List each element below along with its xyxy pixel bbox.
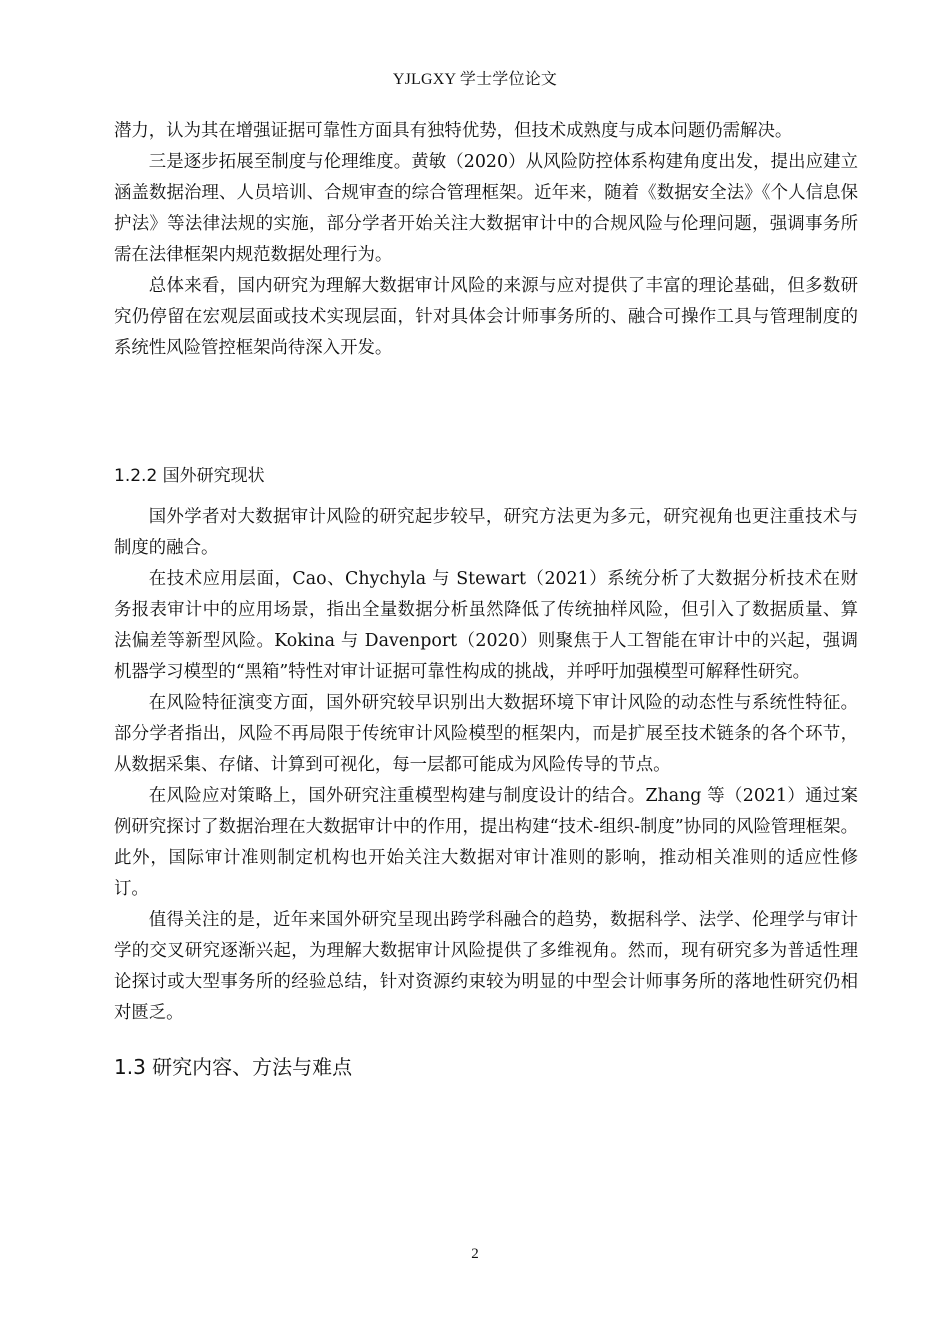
- section-heading-1-3: 1.3 研究内容、方法与难点: [114, 1055, 353, 1079]
- paragraph-interdisciplinary: 值得关注的是，近年来国外研究呈现出跨学科融合的趋势，数据科学、法学、伦理学与审计学的交叉研究逐渐兴起，为理解大数据审计风险提供了多维视角。然而，现有研究多为普适性理论探讨或大型事务所的经验总结，针对资源约束较为明显的中型会计师事务所的落地性研究仍相对匮乏。: [114, 910, 858, 1023]
- paragraph-risk-response: 在风险应对策略上，国外研究注重模型构建与制度设计的结合。Zhang 等（2021）通过案例研究探讨了数据治理在大数据审计中的作用，提出构建“技术-组织-制度”协同的风险管理框架。此外，国际审计准则制定机构也开始关注大数据对审计准则的影响，推动相关准则的适应性修订。: [114, 786, 858, 899]
- paragraph-continued: 潜力，认为其在增强证据可靠性方面具有独特优势，但技术成熟度与成本问题仍需解决。: [114, 121, 793, 141]
- paragraph-risk-evolution: 在风险特征演变方面，国外研究较早识别出大数据环境下审计风险的动态性与系统性特征。部分学者指出，风险不再局限于传统审计风险模型的框架内，而是扩展至技术链条的各个环节，从数据采集、存储、计算到可视化，每一层都可能成为风险传导的节点。: [114, 693, 858, 775]
- spacer: [114, 492, 858, 502]
- paragraph-foreign-intro: 国外学者对大数据审计风险的研究起步较早，研究方法更为多元，研究视角也更注重技术与制度的融合。: [114, 507, 858, 558]
- page-number: 2: [471, 1246, 479, 1262]
- paragraph-tech-application: 在技术应用层面，Cao、Chychyla 与 Stewart（2021）系统分析了大数据分析技术在财务报表审计中的应用场景，指出全量数据分析虽然降低了传统抽样风险，但引入了数据质量、算法偏差等新型风险。Kokina 与 Davenport（2020）则聚焦于人工智能在审计中的兴起，强调机器学习模型的“黑箱”特性对审计证据可靠性构成的挑战，并呼吁加强模型可解释性研究。: [114, 569, 858, 682]
- spacer: [114, 1029, 858, 1051]
- page-body: [114, 116, 858, 1083]
- paragraph-domestic-summary: 总体来看，国内研究为理解大数据审计风险的来源与应对提供了丰富的理论基础，但多数研究仍停留在宏观层面或技术实现层面，针对具体会计师事务所的、融合可操作工具与管理制度的系统性风险管控框架尚待深入开发。: [114, 276, 858, 358]
- section-heading-1-2-2: 1.2.2 国外研究现状: [114, 466, 265, 486]
- spacer: [114, 364, 858, 461]
- paragraph-ethics-dimension: 三是逐步拓展至制度与伦理维度。黄敏（2020）从风险防控体系构建角度出发，提出应建立涵盖数据治理、人员培训、合规审查的综合管理框架。近年来，随着《数据安全法》《个人信息保护法》等法律法规的实施，部分学者开始关注大数据审计中的合规风险与伦理问题，强调事务所需在法律框架内规范数据处理行为。: [114, 152, 858, 265]
- running-header: YJLGXY 学士学位论文: [392, 71, 558, 88]
